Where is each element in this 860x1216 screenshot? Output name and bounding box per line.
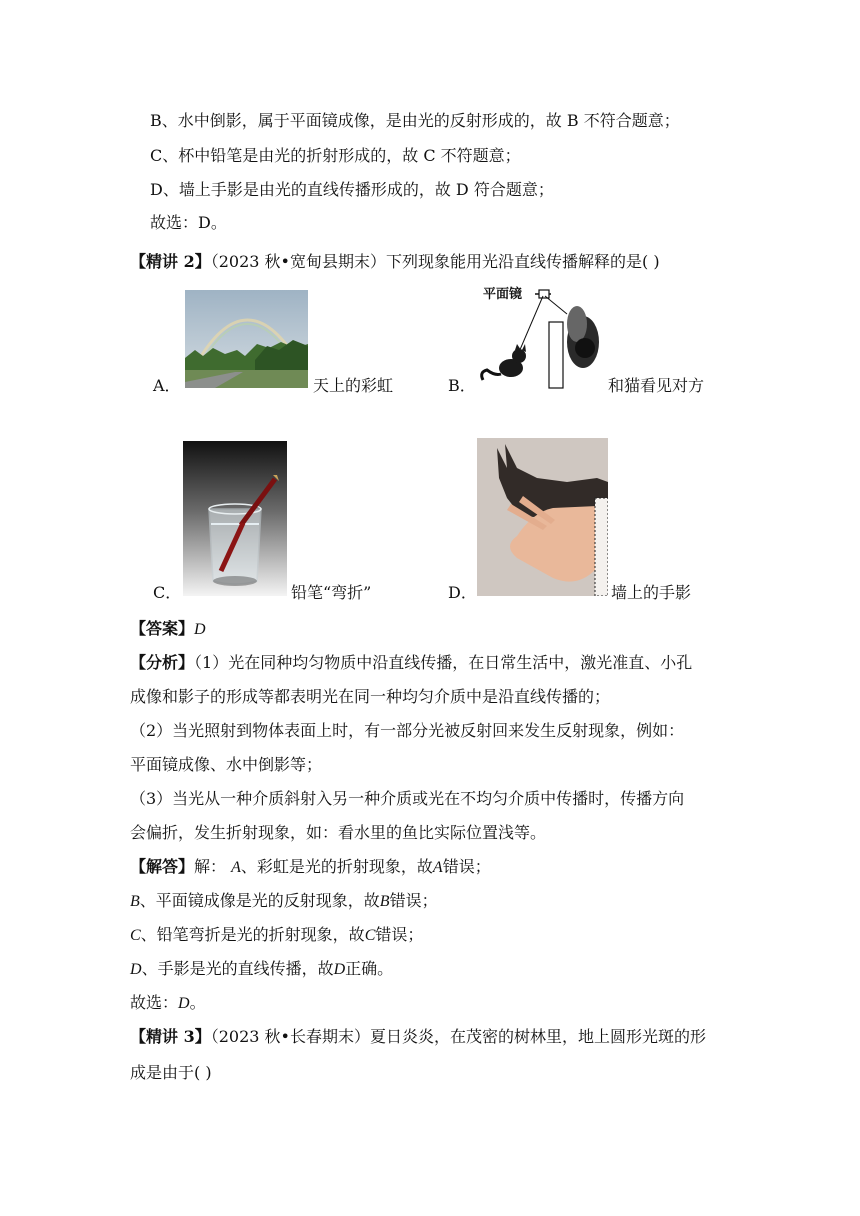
solution-line-d2 bbox=[130, 958, 393, 981]
rainbow-image bbox=[185, 290, 308, 388]
solution-tag: 【解答】 bbox=[130, 857, 195, 876]
option-d-letter: D． bbox=[448, 583, 477, 602]
solution-text: 、铅笔弯折是光的折射现象，故 bbox=[140, 925, 365, 944]
mirror-diagram bbox=[475, 282, 607, 392]
solution-text: 正确。 bbox=[345, 959, 394, 978]
question-stem: 下列现象能用光沿直线传播解释的是 bbox=[385, 252, 642, 271]
solution-letter: C bbox=[130, 927, 141, 944]
pencil-glass-image bbox=[183, 441, 287, 596]
analysis-line-2: 成像和影子的形成等都表明光在同一种均匀介质中是沿直线传播的； bbox=[130, 687, 611, 706]
question-source: （2023 秋•长春期末） bbox=[210, 1027, 370, 1046]
answer-value: D bbox=[194, 621, 206, 638]
solution-text: 错误； bbox=[389, 891, 438, 910]
question-tag: 【精讲 2】 bbox=[130, 252, 211, 271]
solution-choice-2 bbox=[130, 992, 206, 1015]
option-b-letter: B． bbox=[448, 376, 476, 395]
analysis-line-6: 会偏折，发生折射现象，如：看水里的鱼比实际位置浅等。 bbox=[130, 823, 547, 842]
analysis-line-4: 平面镜成像、水中倒影等； bbox=[130, 755, 323, 774]
solution-line-a bbox=[130, 856, 491, 879]
analysis-line-1 bbox=[130, 652, 692, 674]
solution-letter: B bbox=[130, 893, 140, 910]
solution-letter: A bbox=[432, 859, 443, 876]
analysis-tag: 【分析】 bbox=[130, 653, 195, 672]
solution-text: 、平面镜成像是光的反射现象，故 bbox=[139, 891, 380, 910]
analysis-line-5: （3）当光从一种介质斜射入另一种介质或光在不均匀介质中传播时，传播方向 bbox=[130, 789, 685, 808]
answer-blank: ( ) bbox=[194, 1063, 212, 1082]
analysis-line-3: （2）当光照射到物体表面上时，有一部分光被反射回来发生反射现象，例如： bbox=[130, 721, 685, 740]
option-a-letter: A． bbox=[153, 376, 181, 395]
mirror-label: 平面镜 bbox=[483, 286, 523, 301]
solution-text: 错误； bbox=[375, 925, 424, 944]
answer-line bbox=[130, 618, 206, 641]
solution-letter: D bbox=[130, 961, 142, 978]
solution-line-d: D、墙上手影是由光的直线传播形成的，故 D 符合题意； bbox=[150, 180, 554, 199]
option-d-caption: 墙上的手影 bbox=[611, 583, 692, 602]
solution-choice-value: D bbox=[178, 995, 190, 1012]
solution-text: 、彩虹是光的折射现象，故 bbox=[240, 857, 433, 876]
analysis-text: （1）光在同种均匀物质中沿直线传播，在日常生活中，激光准直、小孔 bbox=[194, 653, 693, 672]
question-tag: 【精讲 3】 bbox=[130, 1027, 211, 1046]
solution-choice: 故选：D。 bbox=[150, 213, 227, 232]
solution-letter: D bbox=[333, 961, 346, 978]
solution-letter: A bbox=[231, 859, 241, 876]
option-c-caption: 铅笔“弯折” bbox=[291, 583, 372, 602]
solution-text: 、手影是光的直线传播，故 bbox=[141, 959, 334, 978]
solution-line-b2 bbox=[130, 890, 438, 913]
solution-line-b: B、水中倒影，属于平面镜成像，是由光的反射形成的，故 B 不符合题意； bbox=[150, 111, 680, 130]
question-2-header bbox=[130, 251, 660, 273]
answer-blank: ( ) bbox=[641, 252, 660, 271]
solution-text: 错误； bbox=[442, 857, 491, 876]
question-3-header bbox=[130, 1026, 706, 1048]
solution-choice-label: 故选： bbox=[130, 993, 179, 1012]
answer-tag: 【答案】 bbox=[130, 619, 195, 638]
question-stem: 成是由于 bbox=[130, 1063, 195, 1082]
hand-shadow-image bbox=[477, 438, 608, 596]
solution-letter: B bbox=[379, 893, 390, 910]
option-c-letter: C． bbox=[153, 583, 182, 602]
question-source: （2023 秋•宽甸县期末） bbox=[210, 252, 386, 271]
solution-text: 。 bbox=[189, 993, 206, 1012]
solution-intro: 解： bbox=[194, 857, 227, 876]
option-b-caption: 和猫看见对方 bbox=[608, 376, 705, 395]
solution-line-c: C、杯中铅笔是由光的折射形成的，故 C 不符题意； bbox=[150, 146, 521, 165]
question-stem: 夏日炎炎，在茂密的树林里，地上圆形光斑的形 bbox=[369, 1027, 706, 1046]
solution-letter: C bbox=[364, 927, 376, 944]
option-a-caption: 天上的彩虹 bbox=[313, 376, 394, 395]
solution-line-c2 bbox=[130, 924, 423, 947]
question-3-line-2 bbox=[130, 1062, 212, 1084]
